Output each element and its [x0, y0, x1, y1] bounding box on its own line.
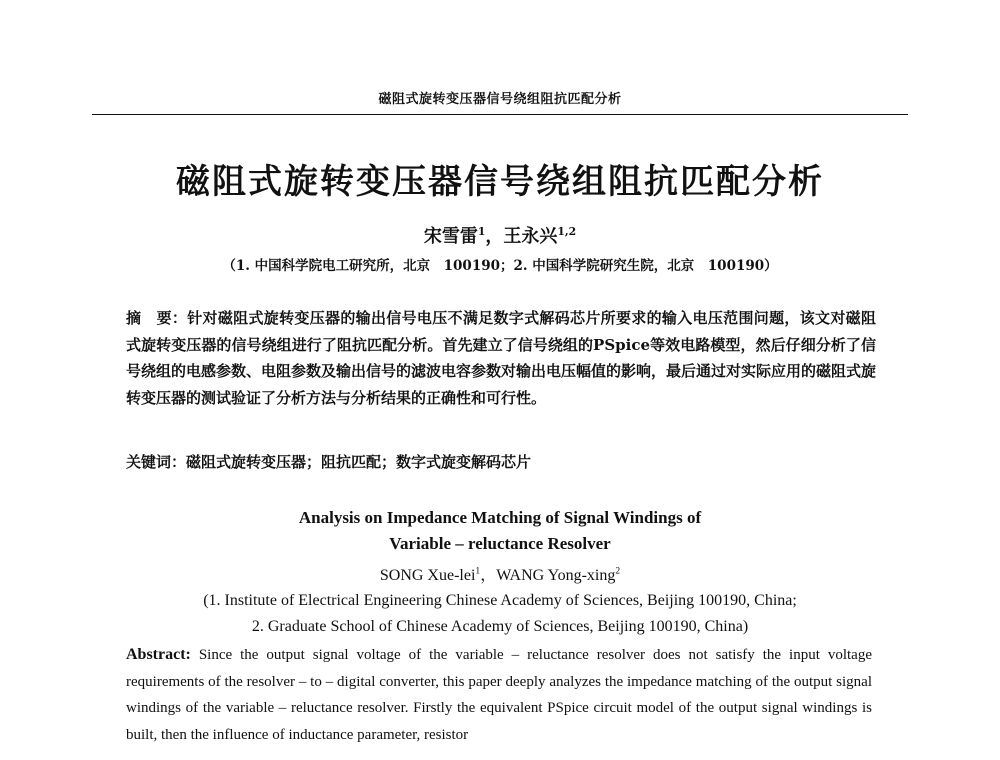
- title-en-line-1: Analysis on Impedance Matching of Signal Windings of: [298, 508, 702, 527]
- keywords-cn: [126, 451, 876, 472]
- abstract-cn-label: 摘 要：: [126, 309, 188, 327]
- affiliation-cn: （1. 中国科学院电工研究所，北京 100190；2. 中国科学院研究生院，北京 100190）: [222, 258, 778, 274]
- abstract-cn-text: 针对磁阻式旋转变压器的输出信号电压不满足数字式解码芯片所要求的输入电压范围问题，该文对磁阻式旋转变压器的信号绕组进行了阻抗匹配分析。首先建立了信号绕组的PSpice等效电路模型，然后仔细分析了信号绕组的电感参数、电阻参数及输出信号的滤波电容参数对输出电压幅值的影响，最后通过对实际应用的磁阻式旋转变压器的测试验证了分析方法与分析结果的正确性和可行性。: [126, 309, 877, 407]
- authors-cn: [92, 222, 908, 248]
- author-sep-en: ，: [480, 567, 497, 584]
- author-2-en: WANG Yong-xing: [496, 567, 616, 584]
- abstract-en-label: Abstract:: [126, 646, 191, 663]
- abstract-cn: [126, 305, 876, 411]
- keywords-cn-label: 关键词：: [126, 453, 187, 471]
- title-en-line-2: Variable – reluctance Resolver: [389, 534, 611, 553]
- affiliation-en-line-2: 2. Graduate School of Chinese Academy of Sciences, Beijing 100190, China): [251, 618, 749, 635]
- abstract-en: [126, 642, 872, 748]
- author-1-en: SONG Xue-lei: [379, 567, 476, 584]
- affiliation-en-line-1: (1. Institute of Electrical Engineering Chinese Academy of Sciences, Beijing 100190, China;: [203, 592, 797, 609]
- author-sep-cn: ，: [485, 226, 504, 247]
- authors-en: [92, 562, 908, 585]
- header-rule: [92, 114, 908, 115]
- author-2-en-affil-mark: 2: [615, 565, 621, 577]
- author-1-cn: 宋雪雷: [423, 226, 478, 247]
- title-cn: 磁阻式旋转变压器信号绕组阻抗匹配分析: [176, 162, 824, 202]
- keywords-cn-text: 磁阻式旋转变压器；阻抗匹配；数字式旋变解码芯片: [186, 453, 532, 471]
- title-en: [92, 505, 908, 557]
- author-2-cn-affil-mark: 1,2: [557, 225, 577, 238]
- author-2-cn: 王永兴: [503, 226, 558, 247]
- author-1-cn-affil-mark: 1: [477, 225, 486, 238]
- author-1-en-affil-mark: 1: [475, 565, 481, 577]
- abstract-en-text: Since the output signal voltage of the variable – reluctance resolver does not satisfy the input voltage requirements of the resolver – to – digital converter, this paper deeply analyzes the impedance matching of the output signal windings of the variable – reluctance resolver. Firstly the equivalent PSpice circuit model of the output signal windings is built, then the influence of inductance parameter, resistor: [126, 647, 872, 743]
- running-head: 磁阻式旋转变压器信号绕组阻抗匹配分析: [378, 92, 622, 107]
